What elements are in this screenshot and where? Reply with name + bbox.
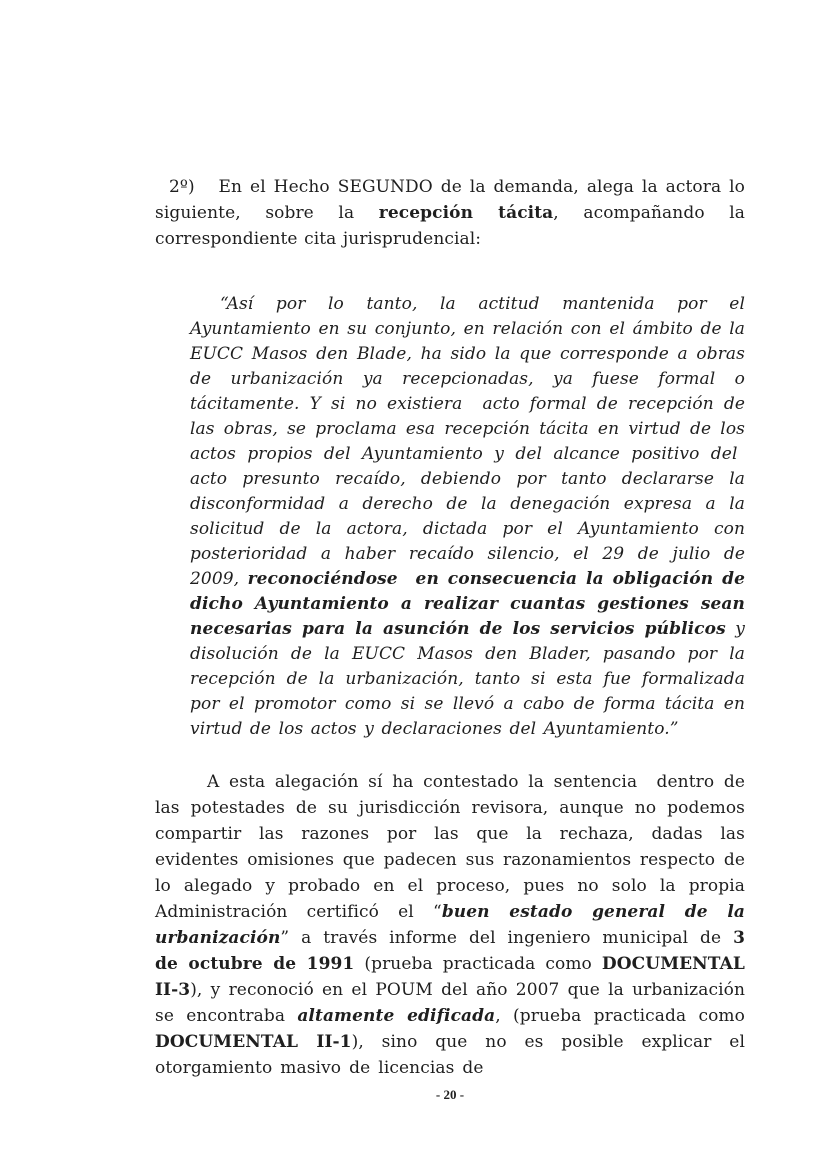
text-run: A esta alegación sí ha contestado la sentencia dentro de las potestades de su jurisdicción revisora, aunque no podemos compartir las razones por las que la rechaza, dadas las evidentes omisiones que padecen sus razonamientos respecto de lo alegado y probado en el proceso, pues no solo la propia Administración certificó el “ [155, 772, 745, 922]
text-run: reconociéndose en consecuencia la obligación de dicho Ayuntamiento a realizar cuantas gestiones sean necesarias para la asunción de los servicios públicos [190, 569, 745, 639]
paragraph-intro [155, 174, 745, 252]
text-run: recepción tácita [378, 203, 554, 223]
text-run: ), sino que no es posible explicar el otorgamiento masivo de licencias de [155, 1032, 745, 1078]
text-run: 3 de octubre de 1991 [155, 928, 745, 974]
text-run: , acompañando la correspondiente cita jurisprudencial: [155, 203, 746, 249]
page-number: - 20 - [435, 1087, 465, 1102]
text-run: 2º) En el Hecho SEGUNDO de la demanda, alega la actora lo siguiente, sobre la [155, 177, 745, 223]
text-run: y disolución de la EUCC Masos den Blader, pasando por la recepción de la urbanización, tanto si esta fue formalizada por el promotor como si se llevó a cabo de forma tácita en virtud de los actos y declaraciones del Ayuntamiento.” [190, 619, 745, 739]
text-run: DOCUMENTAL II-1 [155, 1032, 352, 1052]
text-run: ), y reconoció en el POUM del año 2007 que la urbanización se encontraba [155, 980, 745, 1026]
text-run: buen estado general de la urbanización [155, 902, 746, 948]
text-run: , (prueba practicada como [495, 1006, 745, 1026]
document-body [155, 174, 745, 1081]
text-run: (prueba practicada como [354, 954, 602, 974]
paragraph-jurisprudence-quote [190, 292, 745, 742]
text-run: ” a través informe del ingeniero municipal de [280, 928, 734, 948]
text-run: “Así por lo tanto, la actitud mantenida por el Ayuntamiento en su conjunto, en relación con el ámbito de la EUCC Masos den Blade, ha sido la que corresponde a obras de urbanización ya recepcionadas, ya fuese formal o tácitamente. Y si no existiera acto formal de recepción de las obras, se proclama esa recepción tácita en virtud de los actos propios del Ayuntamiento y del alcance positivo del acto presunto recaído, debiendo por tanto declararse la disconformidad a derecho de la denegación expresa a la solicitud de la actora, dictada por el Ayuntamiento con posterioridad a haber recaído silencio, el 29 de julio de 2009, [190, 294, 745, 589]
text-run: altamente edificada [297, 1006, 496, 1026]
paragraph-analysis [155, 769, 745, 1081]
text-run: DOCUMENTAL II-3 [155, 954, 745, 1000]
